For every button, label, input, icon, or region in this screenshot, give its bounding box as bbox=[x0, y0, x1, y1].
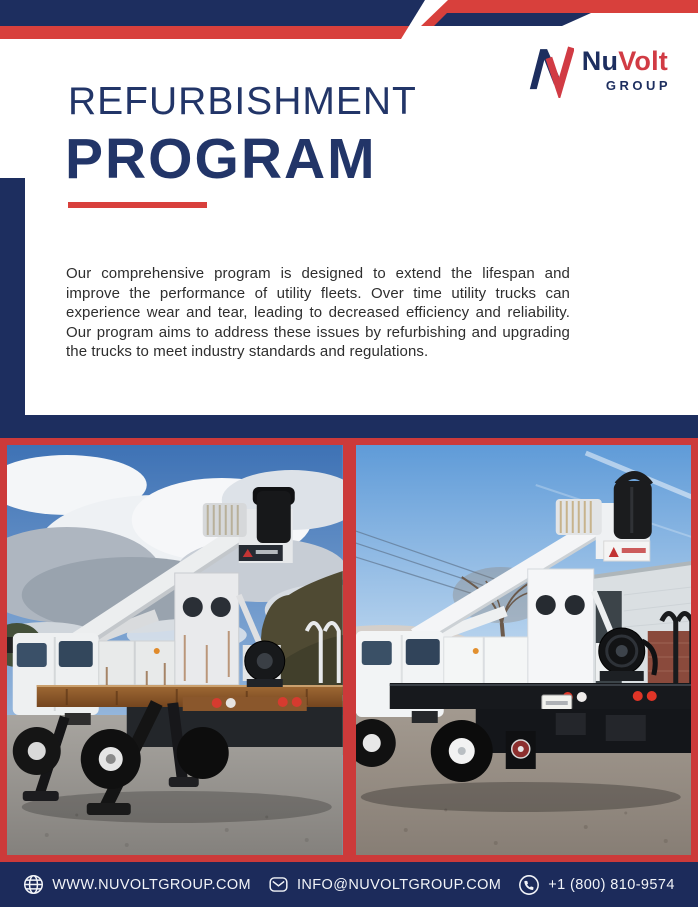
footer-website-text: WWW.NUVOLTGROUP.COM bbox=[52, 876, 251, 893]
logo-wordmark bbox=[581, 46, 671, 93]
photo-truck-after bbox=[356, 445, 692, 855]
globe-icon bbox=[23, 874, 44, 895]
footer-phone-text: +1 (800) 810-9574 bbox=[548, 876, 675, 893]
left-accent-bar bbox=[0, 178, 25, 438]
title-accent-rule bbox=[68, 202, 207, 208]
logo-name-nu: Nu bbox=[581, 46, 619, 76]
logo-suffix: GROUP bbox=[605, 78, 671, 93]
section-divider-band bbox=[0, 415, 698, 438]
nuvolt-logo bbox=[522, 42, 671, 98]
footer-phone-link[interactable] bbox=[518, 874, 675, 896]
photo-gallery bbox=[0, 438, 698, 862]
phone-icon bbox=[518, 874, 540, 896]
logo-name-volt: Volt bbox=[618, 46, 668, 76]
footer-email-link[interactable] bbox=[268, 874, 501, 895]
footer-email-text: INFO@NUVOLTGROUP.COM bbox=[297, 876, 502, 893]
email-icon bbox=[268, 874, 289, 895]
photo-truck-before bbox=[7, 445, 343, 855]
intro-paragraph: Our comprehensive program is designed to extend the lifespan and improve the performance of utility fleets. Over time utility trucks can experience wear and tear, leading to decreased efficiency and reliability. Our program aims to address these issues by refurbishing and upgrading the trucks to meet industry standards and regulations. bbox=[66, 265, 570, 360]
footer-bar bbox=[0, 862, 698, 907]
page-title-line2: PROGRAM bbox=[65, 127, 377, 191]
nv-monogram-icon bbox=[522, 42, 574, 98]
truck-after-illustration bbox=[356, 445, 692, 855]
truck-before-illustration bbox=[7, 445, 343, 855]
page-title-line1: REFURBISHMENT bbox=[68, 80, 417, 123]
footer-website-link[interactable] bbox=[23, 874, 251, 895]
